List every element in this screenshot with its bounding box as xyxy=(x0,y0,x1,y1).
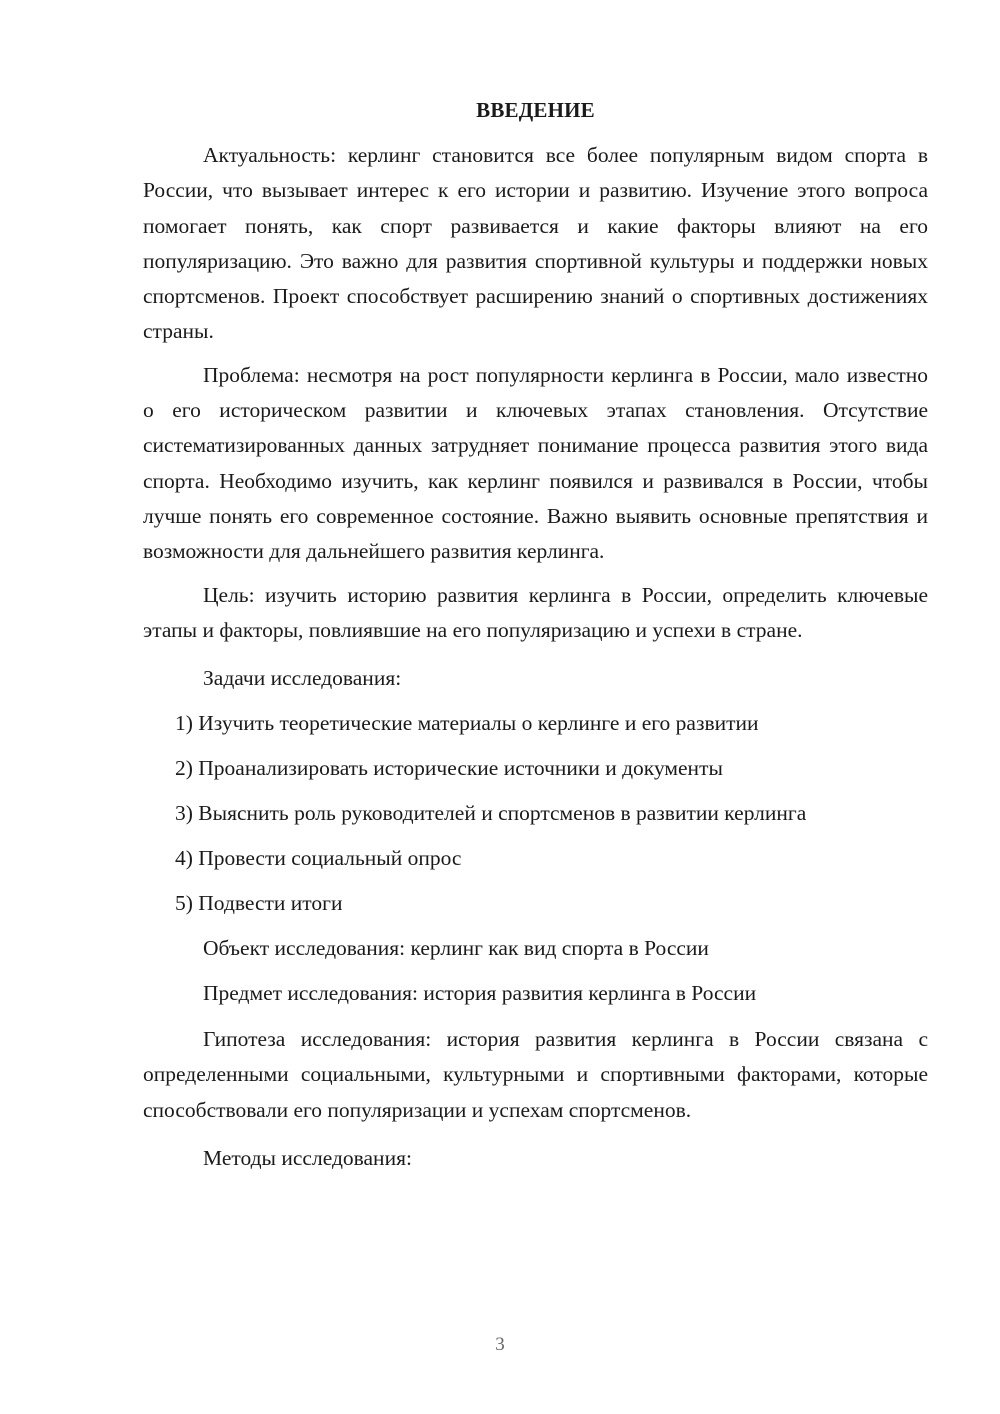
list-item: 3) Выяснить роль руководителей и спортсменов в развитии керлинга xyxy=(175,801,807,826)
paragraph-object: Объект исследования: керлинг как вид спорта в России xyxy=(203,936,709,961)
section-title: ВВЕДЕНИЕ xyxy=(476,98,595,122)
paragraph-hypothesis: Гипотеза исследования: история развития керлинга в России связана с определенными социальными, культурными и спортивными факторами, которые способствовали его популяризации и успехам спортсменов. xyxy=(143,1027,928,1122)
tasks-heading: Задачи исследования: xyxy=(203,666,402,691)
paragraph-goal: Цель: изучить историю развития керлинга в России, определить ключевые этапы и факторы, повлиявшие на его популяризацию и успехи в стране. xyxy=(143,582,928,642)
methods-heading: Методы исследования: xyxy=(203,1146,412,1171)
paragraph-problem: Проблема: несмотря на рост популярности керлинга в России, мало известно о его историческом развитии и ключевых этапах становления. Отсутствие систематизированных данных затрудняет понимание процесса развития этого вида спорта. Необходимо изучить, как керлинг появился и развивался в России, чтобы лучше понять его современное состояние. Важно выявить основные препятствия и возможности для дальнейшего развития керлинга. xyxy=(143,362,928,564)
page-number: 3 xyxy=(495,1334,505,1355)
list-item: 2) Проанализировать исторические источники и документы xyxy=(175,756,723,781)
list-item: 4) Провести социальный опрос xyxy=(175,846,462,871)
paragraph-relevance: Актуальность: керлинг становится все более популярным видом спорта в России, что вызывает интерес к его истории и развитию. Изучение этого вопроса помогает понять, как спорт развивается и какие факторы влияют на его популяризацию. Это важно для развития спортивной культуры и поддержки новых спортсменов. Проект способствует расширению знаний о спортивных достижениях страны. xyxy=(143,143,928,344)
list-item: 5) Подвести итоги xyxy=(175,891,343,916)
page-content xyxy=(143,94,928,1181)
list-item: 1) Изучить теоретические материалы о керлинге и его развитии xyxy=(175,711,759,736)
paragraph-subject: Предмет исследования: история развития керлинга в России xyxy=(203,981,757,1006)
tasks-list xyxy=(143,701,928,926)
